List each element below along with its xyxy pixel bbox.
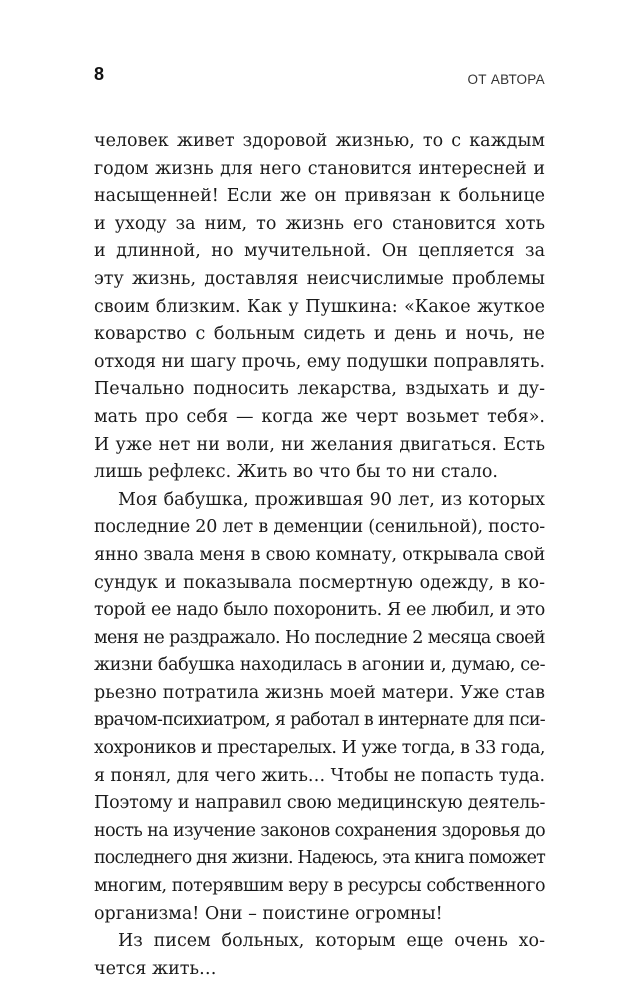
text-line: Из писем больных, которым еще очень хо- — [118, 931, 545, 952]
text-line: Поэтому и направил свою медицинскую деятель- — [94, 793, 546, 814]
text-line: меня не раздражало. Но последние 2 месяца своей — [94, 627, 545, 648]
text-line: хохроников и престарелых. И уже тогда, в 33 года, — [94, 738, 545, 759]
text-line: эту жизнь, доставляя неисчислимые проблемы — [94, 268, 545, 289]
text-line: чется жить… — [94, 958, 217, 979]
text-line: лишь рефлекс. Жить во что бы то ни стало. — [94, 462, 498, 483]
paragraph-1 — [94, 128, 545, 487]
text-line: годом жизнь для него становится интересней и — [94, 158, 545, 179]
text-line: янно звала меня в свою комнату, открывала свой — [94, 544, 546, 565]
text-line: И уже нет ни воли, ни желания двигаться. Есть — [94, 434, 545, 455]
body-text — [94, 128, 545, 983]
text-line: врачом-психиатром, я работал в интернате для пси- — [94, 710, 545, 731]
text-line: человек живет здоровой жизнью, то с каждым — [94, 131, 545, 151]
text-line: коварство с больным сидеть и день и ночь, не — [94, 324, 545, 345]
page-number: 8 — [94, 64, 105, 84]
paragraph-2 — [94, 487, 545, 929]
text-line: отходя ни шагу прочь, ему подушки поправлять. — [94, 351, 545, 372]
text-line: последнего дня жизни. Надеюсь, эта книга поможет — [94, 848, 545, 869]
text-line: рьезно потратила жизнь моей матери. Уже став — [94, 682, 545, 703]
text-line: и уходу за ним, то жизнь его становится хоть — [94, 213, 545, 234]
text-line: и длинной, но мучительной. Он цепляется за — [94, 241, 545, 262]
text-line: сундук и показывала посмертную одежду, в ко- — [94, 572, 545, 593]
text-line: насыщенней! Если же он привязан к больнице — [94, 186, 545, 207]
text-line: последние 20 лет в деменции (сенильной), посто- — [94, 517, 545, 538]
text-line: организма! Они – поистине огромны! — [94, 903, 443, 924]
text-line: Моя бабушка, прожившая 90 лет, из которых — [118, 489, 545, 510]
running-head: ОТ АВТОРА — [467, 72, 545, 87]
text-line: Печально подносить лекарства, вздыхать и ду- — [94, 379, 545, 400]
text-line: мать про себя — когда же черт возьмет тебя». — [94, 406, 545, 427]
text-line: я понял, для чего жить… Чтобы не попасть туда. — [94, 765, 545, 786]
text-line: жизни бабушка находилась в агонии и, думаю, се- — [94, 655, 546, 676]
text-line: торой ее надо было похоронить. Я ее любил, и это — [94, 600, 545, 621]
text-line: своим близким. Как у Пушкина: «Какое жуткое — [94, 296, 545, 317]
paragraph-3 — [94, 928, 545, 983]
text-line: многим, потерявшим веру в ресурсы собственного — [94, 876, 546, 897]
text-line: ность на изучение законов сохранения здоровья до — [94, 820, 546, 841]
